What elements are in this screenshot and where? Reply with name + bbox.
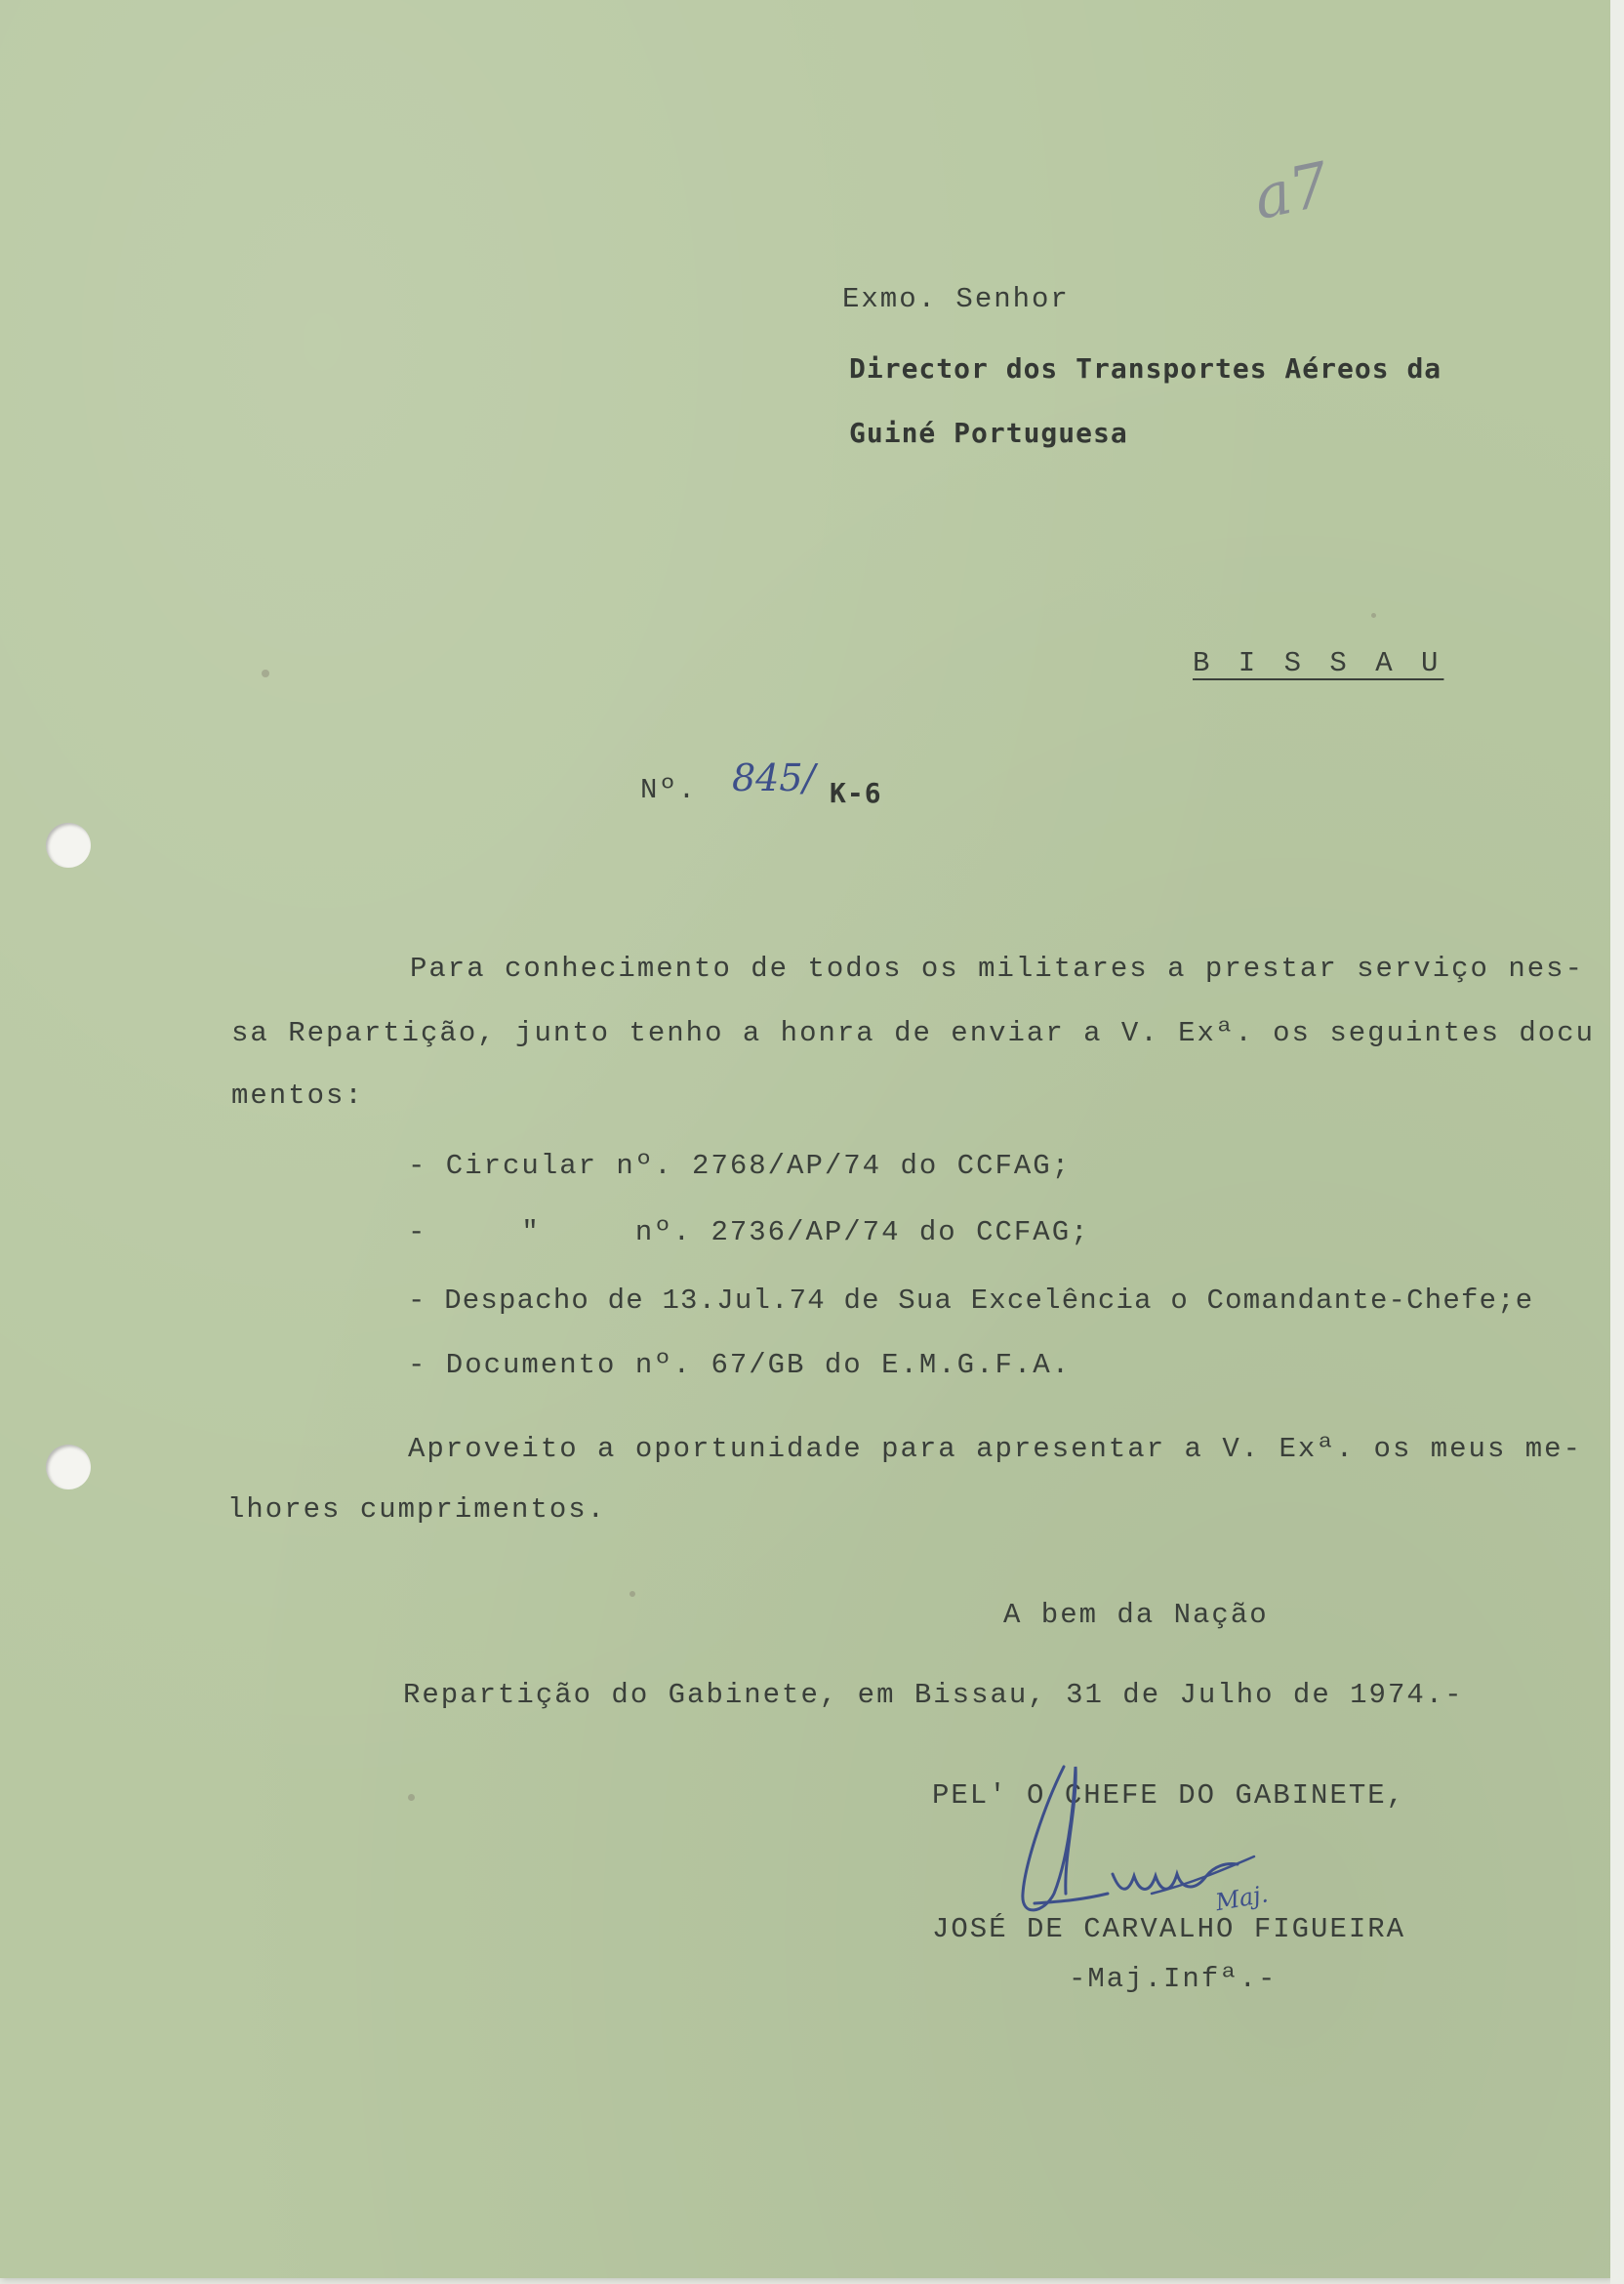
addressee-city: B I S S A U xyxy=(1193,647,1444,679)
paragraph-2-line-1: Aproveito a oportunidade para apresentar a V. Exª. os meus me- xyxy=(408,1433,1582,1465)
paper-speck xyxy=(1371,613,1376,618)
closing-motto: A bem da Nação xyxy=(1003,1599,1269,1631)
place-and-date: Repartição do Gabinete, em Bissau, 31 de Julho de 1974.- xyxy=(403,1679,1464,1711)
punch-hole-bottom xyxy=(46,1445,91,1489)
signatory-name: JOSÉ DE CARVALHO FIGUEIRA xyxy=(932,1913,1406,1945)
paragraph-1-line-3: mentos: xyxy=(231,1080,364,1112)
signatory-title: PEL' O CHEFE DO GABINETE, xyxy=(932,1779,1406,1812)
reference-prefix: Nº. xyxy=(640,774,698,806)
page-edge xyxy=(1610,0,1624,2284)
paragraph-1-line-1: Para conhecimento de todos os militares a prestar serviço nes- xyxy=(410,953,1584,985)
addressee-line-2: Guiné Portuguesa xyxy=(849,417,1128,449)
signatory-rank: -Maj.Infª.- xyxy=(1069,1963,1278,1995)
salutation: Exmo. Senhor xyxy=(842,283,1070,315)
reference-suffix: K-6 xyxy=(830,777,882,809)
reference-handwritten-number: 845/ xyxy=(732,756,816,799)
paper-speck xyxy=(408,1794,415,1801)
document-list-item: - Despacho de 13.Jul.74 de Sua Excelência o Comandante-Chefe;e xyxy=(408,1285,1534,1317)
paragraph-2-line-2: lhores cumprimentos. xyxy=(227,1493,607,1526)
document-list-item: - Documento nº. 67/GB do E.M.G.F.A. xyxy=(408,1349,1072,1381)
document-list-item: - " nº. 2736/AP/74 do CCFAG; xyxy=(408,1216,1090,1248)
punch-hole-top xyxy=(46,823,91,868)
signature-rank-note: Maj. xyxy=(1213,1880,1271,1917)
addressee-line-1: Director dos Transportes Aéreos da xyxy=(849,352,1442,385)
paragraph-1-line-2: sa Repartição, junto tenho a honra de enviar a V. Exª. os seguintes docu xyxy=(231,1017,1596,1049)
corner-handwritten-note: a7 xyxy=(1247,147,1336,234)
paper-speck xyxy=(262,670,269,677)
document-list-item: - Circular nº. 2768/AP/74 do CCFAG; xyxy=(408,1150,1072,1182)
paper-speck xyxy=(629,1591,635,1597)
